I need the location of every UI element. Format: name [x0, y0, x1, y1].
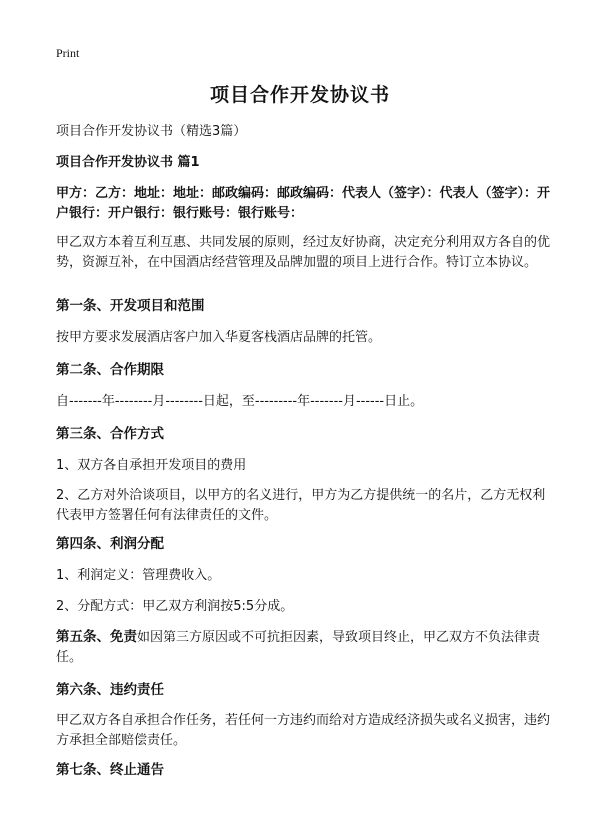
article-7-heading: 第七条、终止通告 — [56, 762, 164, 778]
article-5 — [56, 627, 554, 668]
article-1-heading: 第一条、开发项目和范围 — [56, 298, 205, 314]
article-2-heading: 第二条、合作期限 — [56, 362, 164, 378]
part-heading: 项目合作开发协议书 篇1 — [56, 155, 200, 170]
article-4-item-1: 1、利润定义：管理费收入。 — [56, 568, 221, 583]
parties-line: 甲方：乙方：地址：地址：邮政编码：邮政编码：代表人（签字）：代表人（签字）：开户银行：开户银行：银行账号：银行账号： — [56, 186, 551, 221]
article-5-text: 如因第三方原因或不可抗拒因素，导致项目终止，甲乙双方不负法律责任。 — [56, 630, 541, 665]
article-5-heading: 第五条、免责 — [56, 629, 137, 645]
document-title: 项目合作开发协议书 — [209, 84, 390, 106]
article-3-item-2: 2、乙方对外洽谈项目，以甲方的名义进行，甲方为乙方提供统一的名片，乙方无权利代表甲方签署任何有法律责任的文件。 — [56, 488, 546, 523]
article-3-item-1: 1、双方各自承担开发项目的费用 — [56, 458, 247, 473]
intro-paragraph: 甲乙双方本着互利互惠、共同发展的原则，经过友好协商，决定充分利用双方各自的优势，资源互补，在中国酒店经营管理及品牌加盟的项目上进行合作。特订立本协议。 — [56, 235, 551, 270]
article-6-heading: 第六条、违约责任 — [56, 682, 164, 698]
article-4-heading: 第四条、利润分配 — [56, 536, 164, 552]
article-3-heading: 第三条、合作方式 — [56, 426, 164, 442]
article-2-text: 自-------年--------月--------日起，至---------年-------月------日止。 — [56, 394, 424, 409]
article-6-text: 甲乙双方各自承担合作任务，若任何一方违约而给对方造成经济损失或名义损害，违约方承担全部赔偿责任。 — [56, 713, 551, 748]
document-subtitle: 项目合作开发协议书（精选3篇） — [56, 124, 247, 139]
article-4-item-2: 2、分配方式：甲乙双方利润按5:5分成。 — [56, 599, 294, 614]
print-link[interactable]: Print — [56, 46, 80, 60]
article-1-text: 按甲方要求发展酒店客户加入华夏客栈酒店品牌的托管。 — [56, 330, 382, 345]
